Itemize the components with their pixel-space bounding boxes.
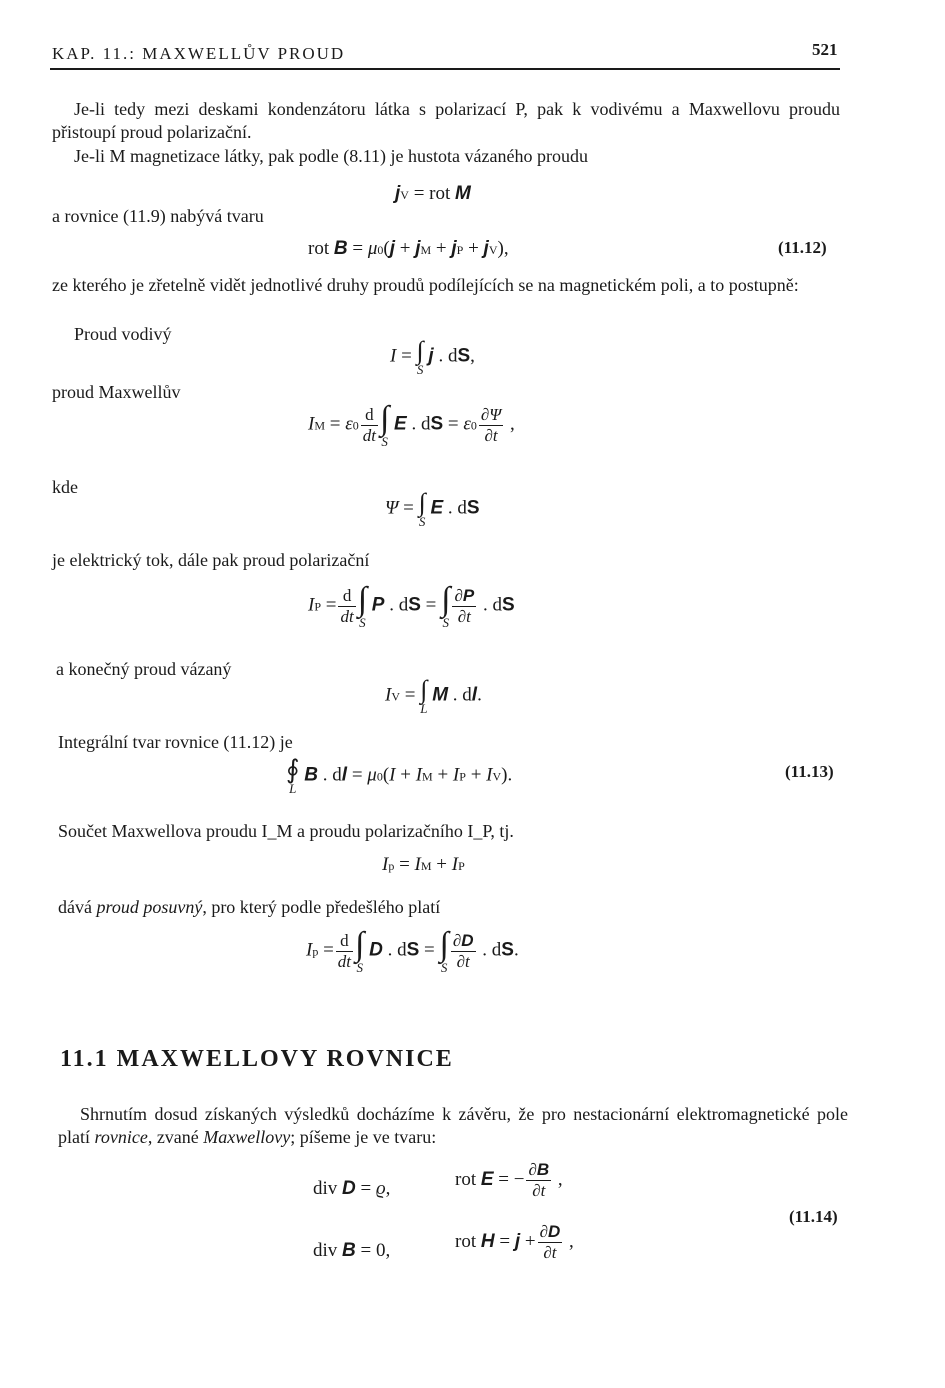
equation-conduction-current: I = ∫ S j . dS, <box>390 336 475 377</box>
paragraph-2: Je-li M magnetizace látky, pak podle (8.11) je hustota vázaného proudu <box>74 146 588 166</box>
equation-number-11-14: (11.14) <box>789 1207 838 1226</box>
equation-polarization-current: IP = $\frac{d}{dt}$ ∫ S P . dS = ∫ S $\frac{\partial P}{\partial t}$ . dS <box>308 581 515 630</box>
term-maxwell: Maxwellovy <box>203 1127 291 1147</box>
paragraph-12 <box>58 896 440 918</box>
paragraph-13 <box>58 1103 848 1149</box>
paragraph-13-c: ; píšeme je ve tvaru: <box>290 1127 437 1147</box>
paragraph-10: Integrální tvar rovnice (11.12) je <box>58 732 293 752</box>
equation-bound-current: IV = ∫ L M . dl. <box>385 675 482 716</box>
paragraph-5: Proud vodivý <box>74 324 172 344</box>
paragraph-6: proud Maxwellův <box>52 382 181 402</box>
paragraph-9: a konečný proud vázaný <box>56 659 232 679</box>
page-number: 521 <box>812 40 838 59</box>
running-header: KAP. 11.: MAXWELLŮV PROUD <box>52 44 346 63</box>
equation-displacement-sum: Ip = IM + IP <box>382 854 465 875</box>
equation-11-12: rot B = μ0(j + jM + jP + jV), <box>308 238 509 259</box>
equation-div-d: div D = ϱ, <box>313 1178 391 1199</box>
paragraph-8: je elektrický tok, dále pak proud polarizační <box>52 550 370 570</box>
equation-maxwell-current: IM = ε0 $\frac{d}{dt}$ ∫ S E . dS = ε0 $\frac{\partial\Psi}{\partial t}$ , <box>308 400 515 449</box>
paragraph-13-a: Shrnutím dosud získaných výsledků docházíme k závěru, že pro nestacionární elektromagnetické pole platí <box>58 1104 848 1147</box>
paragraph-12-b: , pro který podle předešlého platí <box>202 897 441 917</box>
header-rule <box>50 68 840 70</box>
equation-displacement-current: Ip = $\frac{d}{dt}$ ∫ S D . dS = ∫ S $\frac{\partial D}{\partial t}$ . dS. <box>306 926 519 975</box>
paragraph-7: kde <box>52 477 78 497</box>
paragraph-13-b: , zvané <box>147 1127 204 1147</box>
equation-electric-flux: Ψ = ∫ S E . dS <box>385 488 480 529</box>
paragraph-11: Součet Maxwellova proudu I_M a proudu polarizačního I_P, tj. <box>58 821 514 841</box>
paragraph-12-a: dává <box>58 897 97 917</box>
section-title: 11.1 MAXWELLOVY ROVNICE <box>60 1046 454 1072</box>
equation-rot-e: rot E = − $\frac{\partial B}{\partial t}$ , <box>455 1160 563 1200</box>
equation-number-11-13: (11.13) <box>785 762 834 781</box>
equation-number-11-12: (11.12) <box>778 238 827 257</box>
paragraph-1: Je-li tedy mezi deskami kondenzátoru látka s polarizací P, pak k vodivému a Maxwellovu proudu přistoupí proud polarizační. <box>52 99 840 142</box>
paragraph-3: a rovnice (11.9) nabývá tvaru <box>52 206 264 226</box>
equation-11-13: ∮ L B . dl = μ0(I + IM + IP + IV). <box>286 755 513 796</box>
equation-div-b: div B = 0, <box>313 1240 391 1261</box>
equation-bound-current-density: jV = rot M <box>395 183 471 204</box>
term-displacement-current: proud posuvný <box>96 897 203 917</box>
paragraph-4: ze kterého je zřetelně vidět jednotlivé druhy proudů podílejících se na magnetickém poli, a to postupně: <box>52 275 799 295</box>
equation-rot-h: rot H = j + $\frac{\partial D}{\partial t}$ , <box>455 1222 574 1262</box>
term-equations: rovnice <box>94 1127 148 1147</box>
